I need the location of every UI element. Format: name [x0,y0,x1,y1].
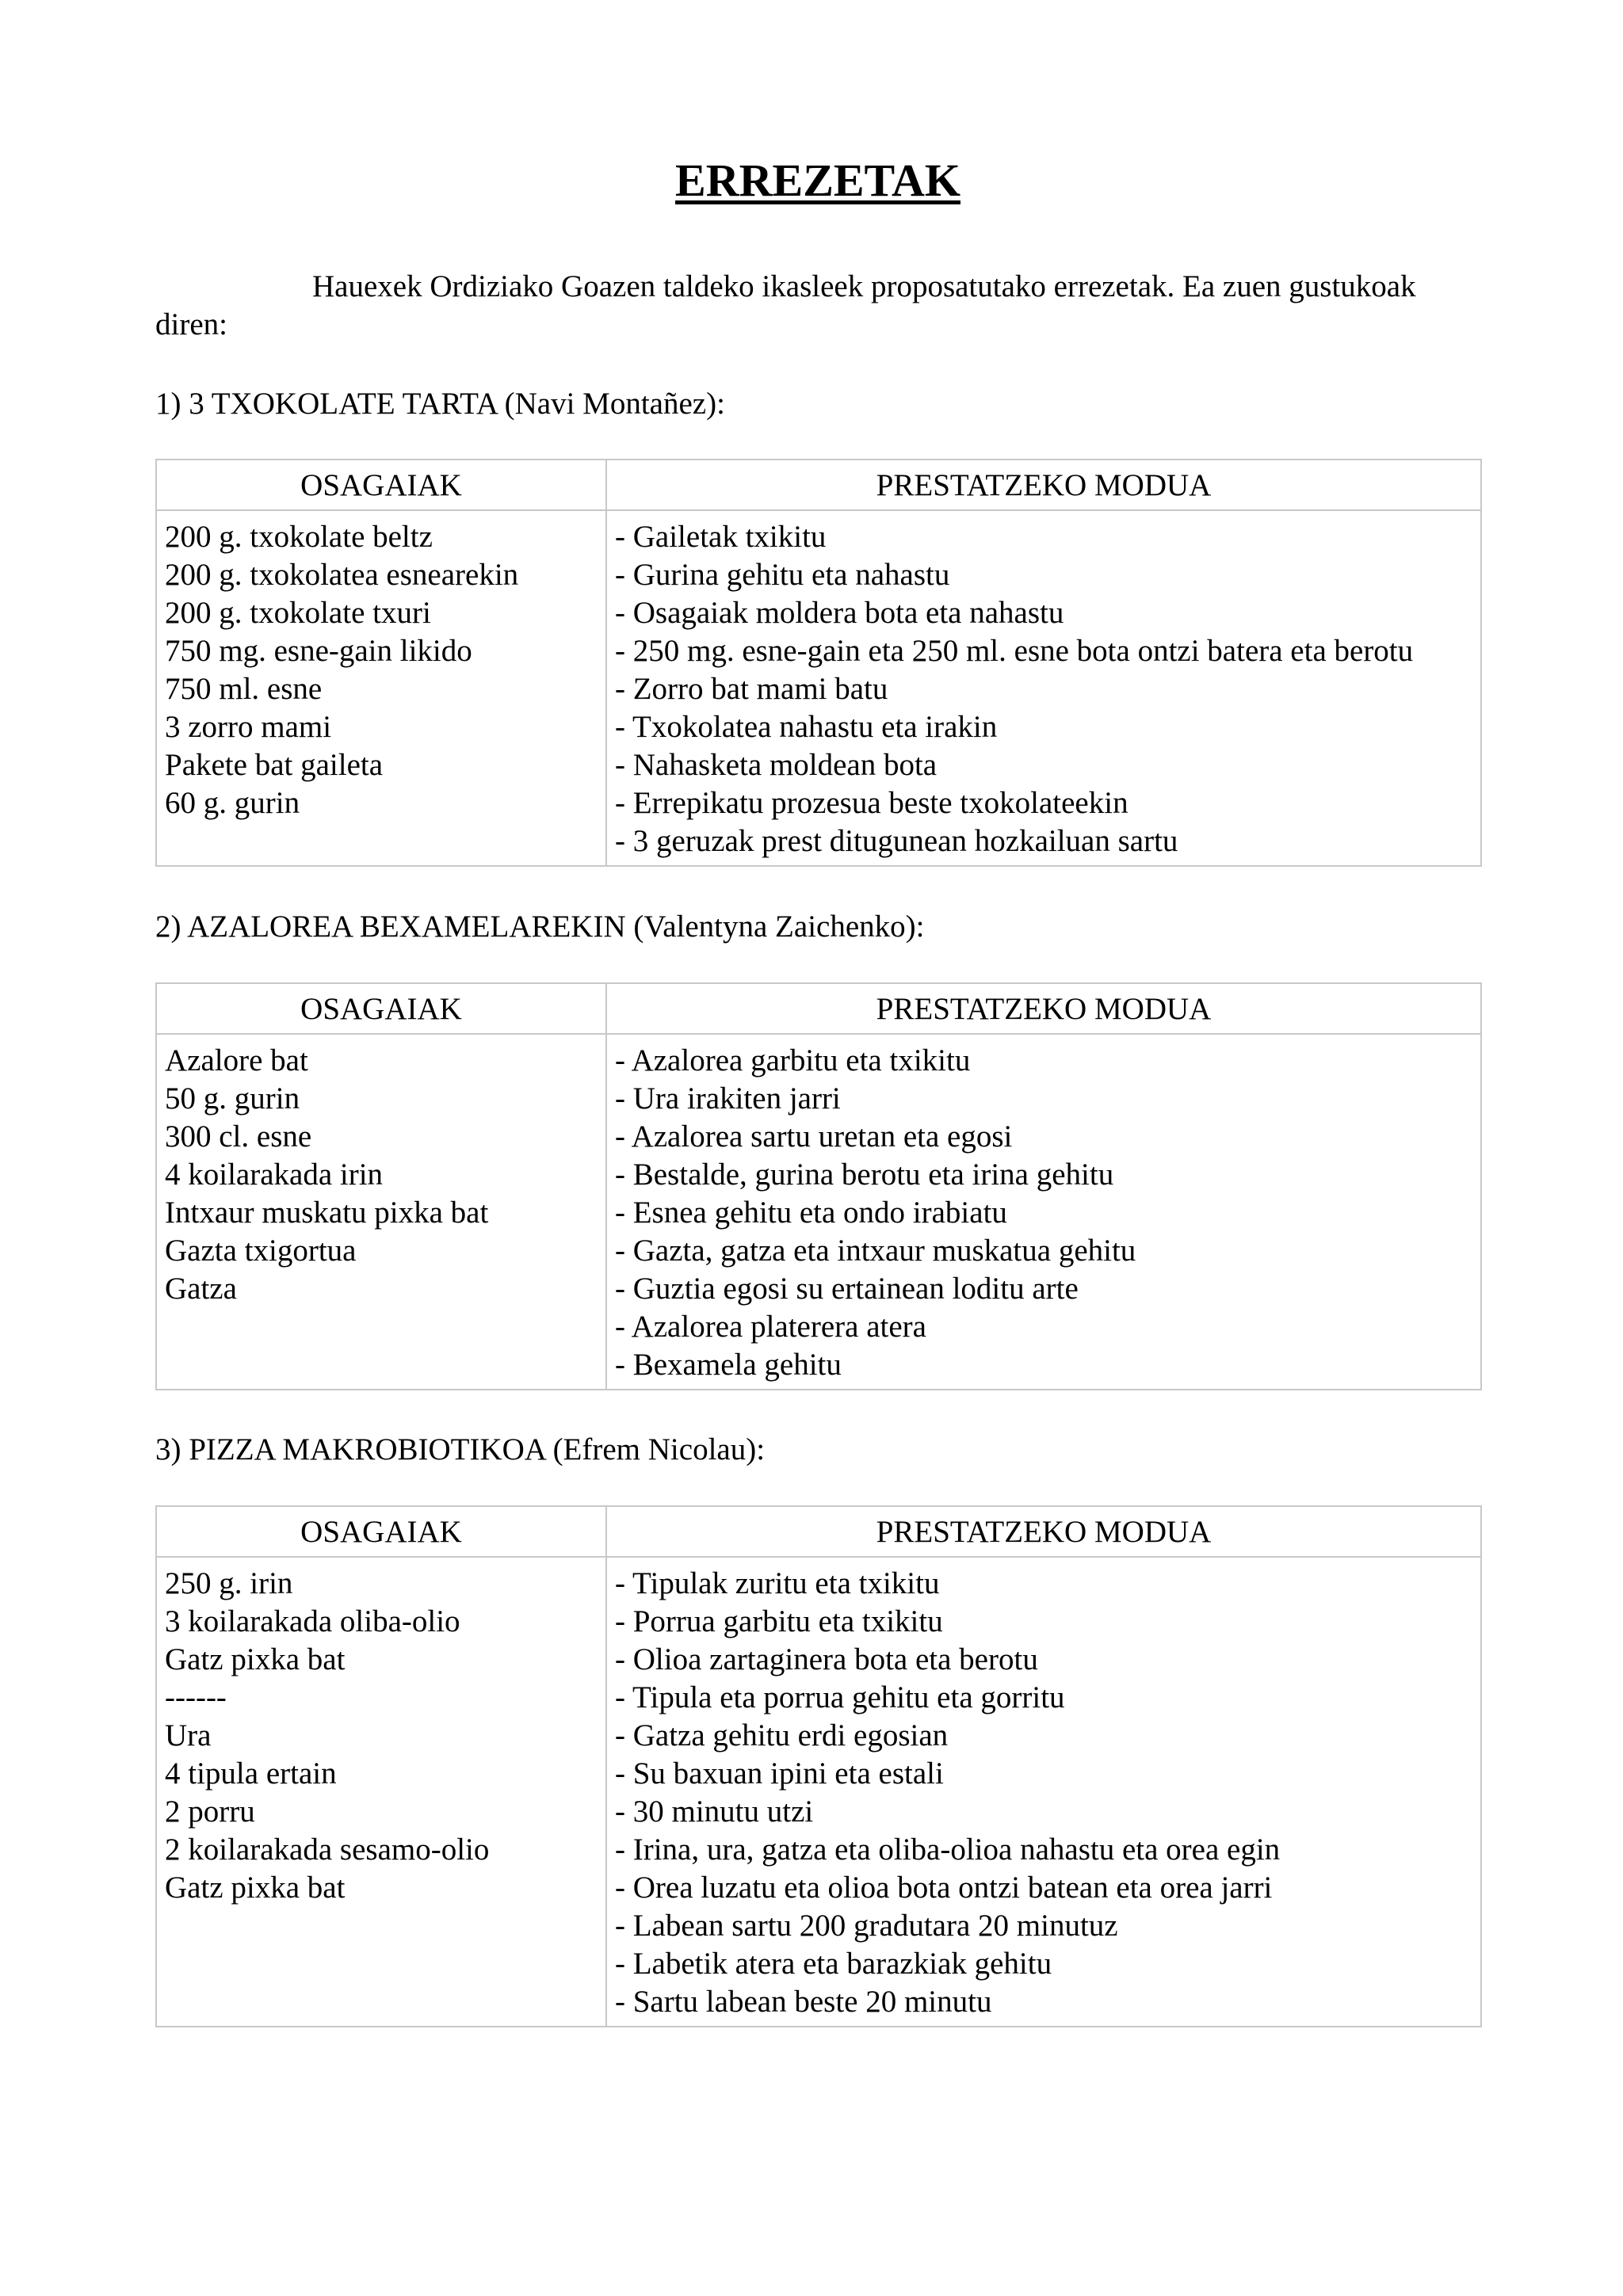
step-item: - Txokolatea nahastu eta irakin [615,710,998,744]
method-header: PRESTATZEKO MODUA [606,1506,1481,1557]
ingredient-item: ------ [165,1680,227,1714]
step-item: - Guztia egosi su ertainean loditu arte [615,1272,1079,1306]
ingredient-item: Ura [165,1718,212,1753]
ingredient-item: 300 cl. esne [165,1119,312,1154]
ingredient-item: 250 g. irin [165,1566,293,1600]
ingredient-item: 3 koilarakada oliba-olio [165,1604,460,1638]
step-item: - Azalorea sartu uretan eta egosi [615,1119,1013,1154]
step-item: - Porrua garbitu eta txikitu [615,1604,943,1638]
method-header: PRESTATZEKO MODUA [606,983,1481,1034]
step-item: - Tipulak zuritu eta txikitu [615,1566,940,1600]
step-item: - Gazta, gatza eta intxaur muskatua gehitu [615,1234,1136,1268]
ingredient-item: 2 porru [165,1794,255,1829]
ingredient-item: Azalore bat [165,1043,308,1077]
ingredient-item: Intxaur muskatu pixka bat [165,1196,489,1230]
ingredient-item: 50 g. gurin [165,1081,300,1116]
ingredient-item: 200 g. txokolate txuri [165,596,431,630]
method-cell [606,1034,1481,1390]
step-item: - Errepikatu prozesua beste txokolateekin [615,786,1128,820]
step-item: - Olioa zartaginera bota eta berotu [615,1642,1038,1676]
ingredient-item: 750 ml. esne [165,672,323,706]
table-header-row [156,460,1481,510]
recipe-heading: 2) AZALOREA BEXAMELAREKIN (Valentyna Zaichenko): [155,910,925,944]
step-item: - Tipula eta porrua gehitu eta gorritu [615,1680,1065,1714]
step-item: - Labetik atera eta barazkiak gehitu [615,1947,1052,1981]
step-item: - Sartu labean beste 20 minutu [615,1985,992,2019]
ingredients-header: OSAGAIAK [156,983,606,1034]
table-row [156,1034,1481,1390]
step-item: - Gatza gehitu erdi egosian [615,1718,949,1753]
recipe-table [155,1505,1482,2027]
step-item: - Esnea gehitu eta ondo irabiatu [615,1196,1007,1230]
ingredients-cell [156,510,606,866]
step-item: - Azalorea garbitu eta txikitu [615,1043,971,1077]
step-item: - Azalorea platerera atera [615,1310,926,1344]
ingredient-item: Gatz pixka bat [165,1642,346,1676]
ingredients-header: OSAGAIAK [156,1506,606,1557]
ingredient-item: 200 g. txokolate beltz [165,520,433,554]
step-item: - 250 mg. esne-gain eta 250 ml. esne bota ontzi batera eta berotu [615,634,1414,668]
method-cell [606,510,1481,866]
step-item: - Labean sartu 200 gradutara 20 minutuz [615,1909,1118,1943]
recipe-table [155,459,1482,867]
recipe-table [155,982,1482,1390]
step-item: - Orea luzatu eta olioa bota ontzi batean eta orea jarri [615,1871,1273,1905]
ingredients-cell [156,1034,606,1390]
step-item: - Nahasketa moldean bota [615,748,938,782]
ingredient-item: Gazta txigortua [165,1234,357,1268]
recipe-heading: 1) 3 TXOKOLATE TARTA (Navi Montañez): [155,387,725,421]
intro-paragraph: Hauexek Ordiziako Goazen taldeko ikasleek proposatutako errezetak. Ea zuen gustukoak diren: [155,269,1416,341]
step-item: - Gurina gehitu eta nahastu [615,558,950,592]
table-header-row [156,1506,1481,1557]
step-item: - 3 geruzak prest ditugunean hozkailuan sartu [615,824,1178,858]
ingredient-item: 60 g. gurin [165,786,300,820]
step-item: - Gailetak txikitu [615,520,827,554]
step-item: - Irina, ura, gatza eta oliba-olioa nahastu eta orea egin [615,1833,1281,1867]
ingredient-item: Gatz pixka bat [165,1871,346,1905]
step-item: - 30 minutu utzi [615,1794,814,1829]
table-header-row [156,983,1481,1034]
step-item: - Bexamela gehitu [615,1348,842,1382]
table-row [156,1557,1481,2027]
step-item: - Bestalde, gurina berotu eta irina gehitu [615,1158,1114,1192]
ingredient-item: 2 koilarakada sesamo-olio [165,1833,490,1867]
method-header: PRESTATZEKO MODUA [606,460,1481,510]
method-cell [606,1557,1481,2027]
ingredient-item: Gatza [165,1272,237,1306]
ingredients-header: OSAGAIAK [156,460,606,510]
table-row [156,510,1481,866]
ingredient-item: 4 tipula ertain [165,1756,337,1791]
ingredient-item: Pakete bat gaileta [165,748,384,782]
ingredient-item: 3 zorro mami [165,710,332,744]
ingredient-item: 200 g. txokolatea esnearekin [165,558,519,592]
step-item: - Osagaiak moldera bota eta nahastu [615,596,1064,630]
ingredient-item: 750 mg. esne-gain likido [165,634,472,668]
step-item: - Ura irakiten jarri [615,1081,841,1116]
ingredient-item: 4 koilarakada irin [165,1158,384,1192]
document-title: ERREZETAK [675,154,960,206]
step-item: - Zorro bat mami batu [615,672,888,706]
ingredients-cell [156,1557,606,2027]
recipe-heading: 3) PIZZA MAKROBIOTIKOA (Efrem Nicolau): [155,1432,766,1466]
step-item: - Su baxuan ipini eta estali [615,1756,944,1791]
